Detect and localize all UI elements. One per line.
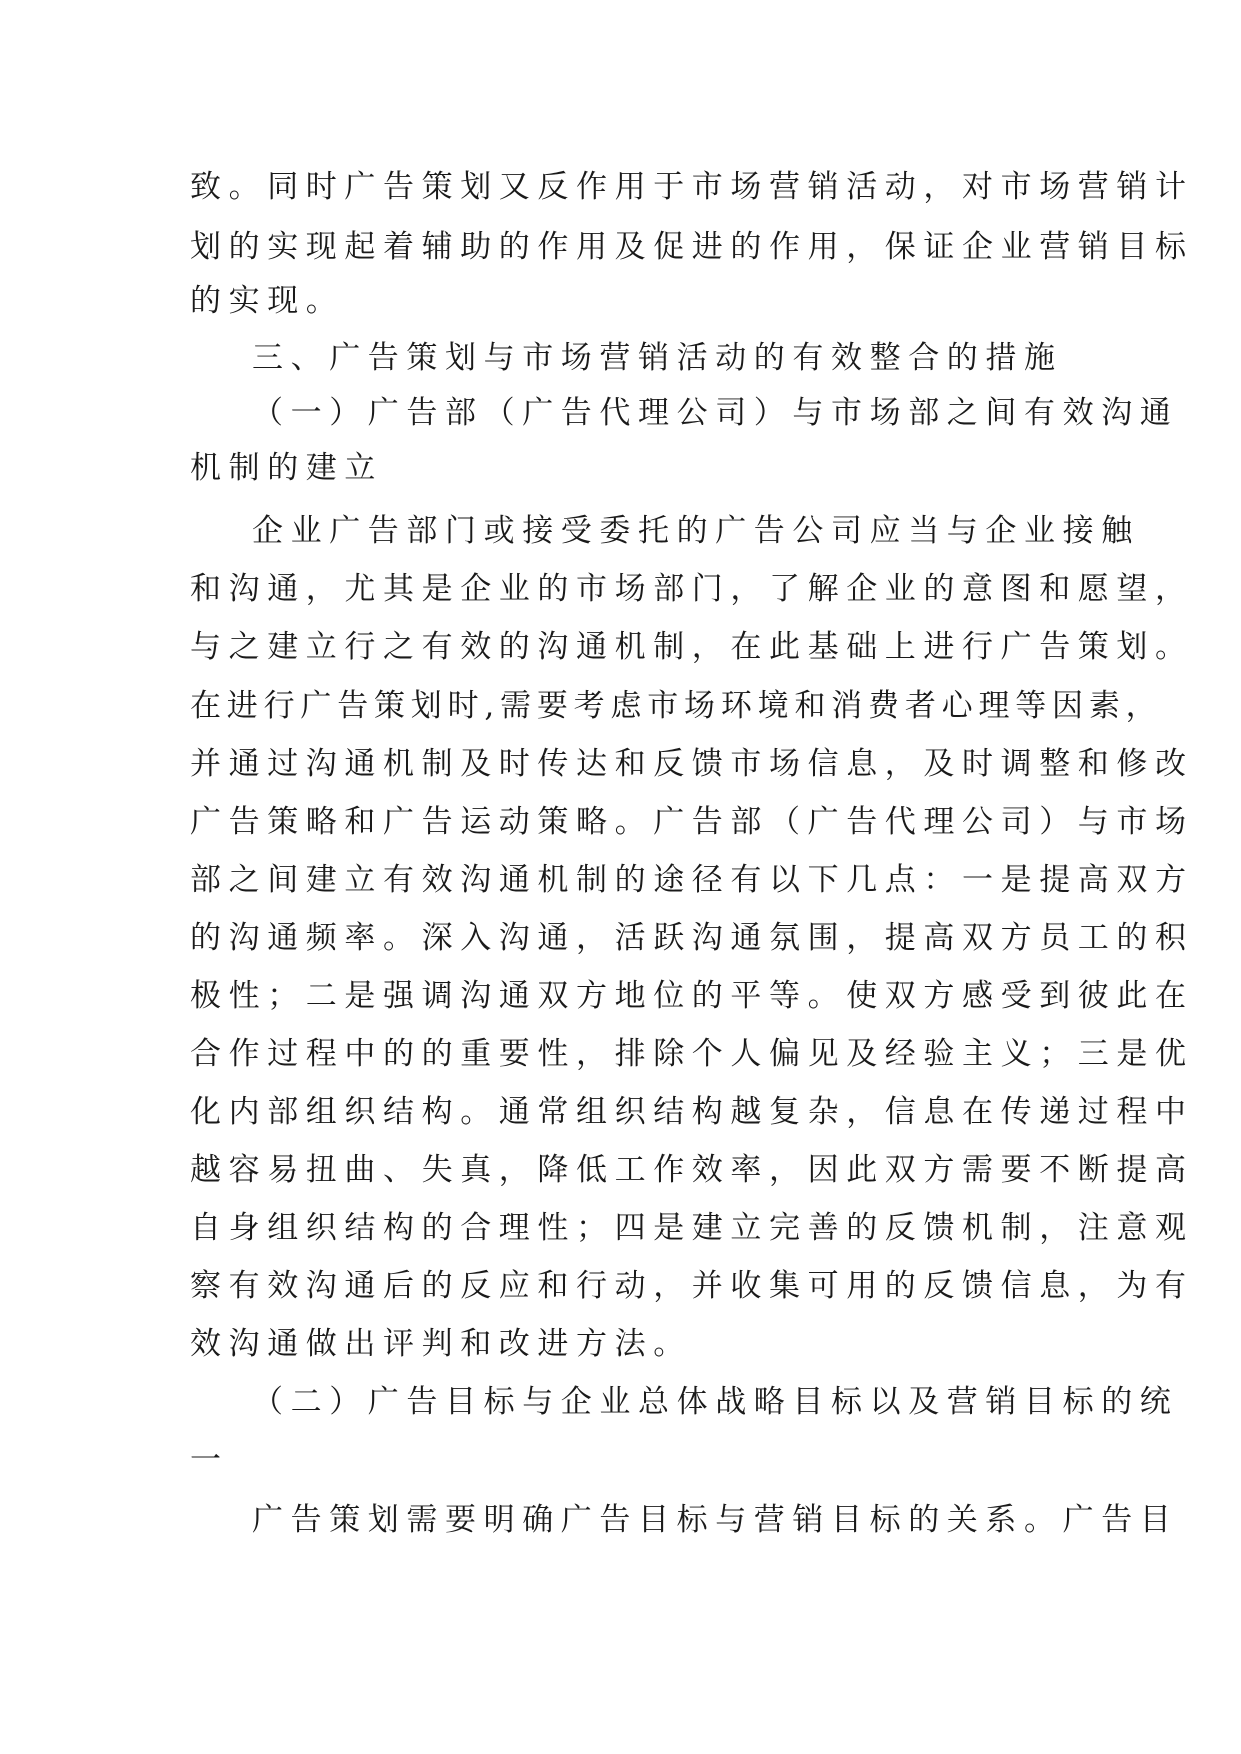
subsection-heading-continued: 一 — [190, 1442, 229, 1478]
text-line: 致。同时广告策划又反作用于市场营销活动，对市场营销计 — [190, 169, 1194, 205]
text-line: 广告策略和广告运动策略。广告部（广告代理公司）与市场 — [190, 804, 1194, 840]
text-line: 合作过程中的的重要性，排除个人偏见及经验主义；三是优 — [190, 1036, 1194, 1072]
text-line: 和沟通，尤其是企业的市场部门，了解企业的意图和愿望， — [190, 571, 1194, 607]
text-line: 的实现。 — [190, 283, 345, 319]
text-line: 企业广告部门或接受委托的广告公司应当与企业接触 — [252, 513, 1140, 549]
text-line: 广告策划需要明确广告目标与营销目标的关系。广告目 — [252, 1502, 1179, 1538]
text-line: 在进行广告策划时,需要考虑市场环境和消费者心理等因素， — [190, 688, 1163, 724]
text-line: 并通过沟通机制及时传达和反馈市场信息，及时调整和修改 — [190, 746, 1194, 782]
subsection-heading: （一）广告部（广告代理公司）与市场部之间有效沟通 — [252, 395, 1179, 431]
section-heading: 三、广告策划与市场营销活动的有效整合的措施 — [252, 340, 1063, 376]
text-line: 极性；二是强调沟通双方地位的平等。使双方感受到彼此在 — [190, 978, 1194, 1014]
text-line: 与之建立行之有效的沟通机制，在此基础上进行广告策划。 — [190, 629, 1194, 665]
text-line: 化内部组织结构。通常组织结构越复杂，信息在传递过程中 — [190, 1094, 1194, 1130]
text-line: 的沟通频率。深入沟通，活跃沟通氛围，提高双方员工的积 — [190, 920, 1194, 956]
subsection-heading-continued: 机制的建立 — [190, 450, 383, 486]
subsection-heading: （二）广告目标与企业总体战略目标以及营销目标的统 — [252, 1384, 1179, 1420]
text-line: 部之间建立有效沟通机制的途径有以下几点：一是提高双方 — [190, 862, 1194, 898]
text-line: 自身组织结构的合理性；四是建立完善的反馈机制，注意观 — [190, 1210, 1194, 1246]
text-line: 划的实现起着辅助的作用及促进的作用，保证企业营销目标 — [190, 229, 1194, 265]
text-line: 效沟通做出评判和改进方法。 — [190, 1326, 692, 1362]
text-line: 越容易扭曲、失真，降低工作效率，因此双方需要不断提高 — [190, 1152, 1194, 1188]
text-line: 察有效沟通后的反应和行动，并收集可用的反馈信息，为有 — [190, 1268, 1194, 1304]
